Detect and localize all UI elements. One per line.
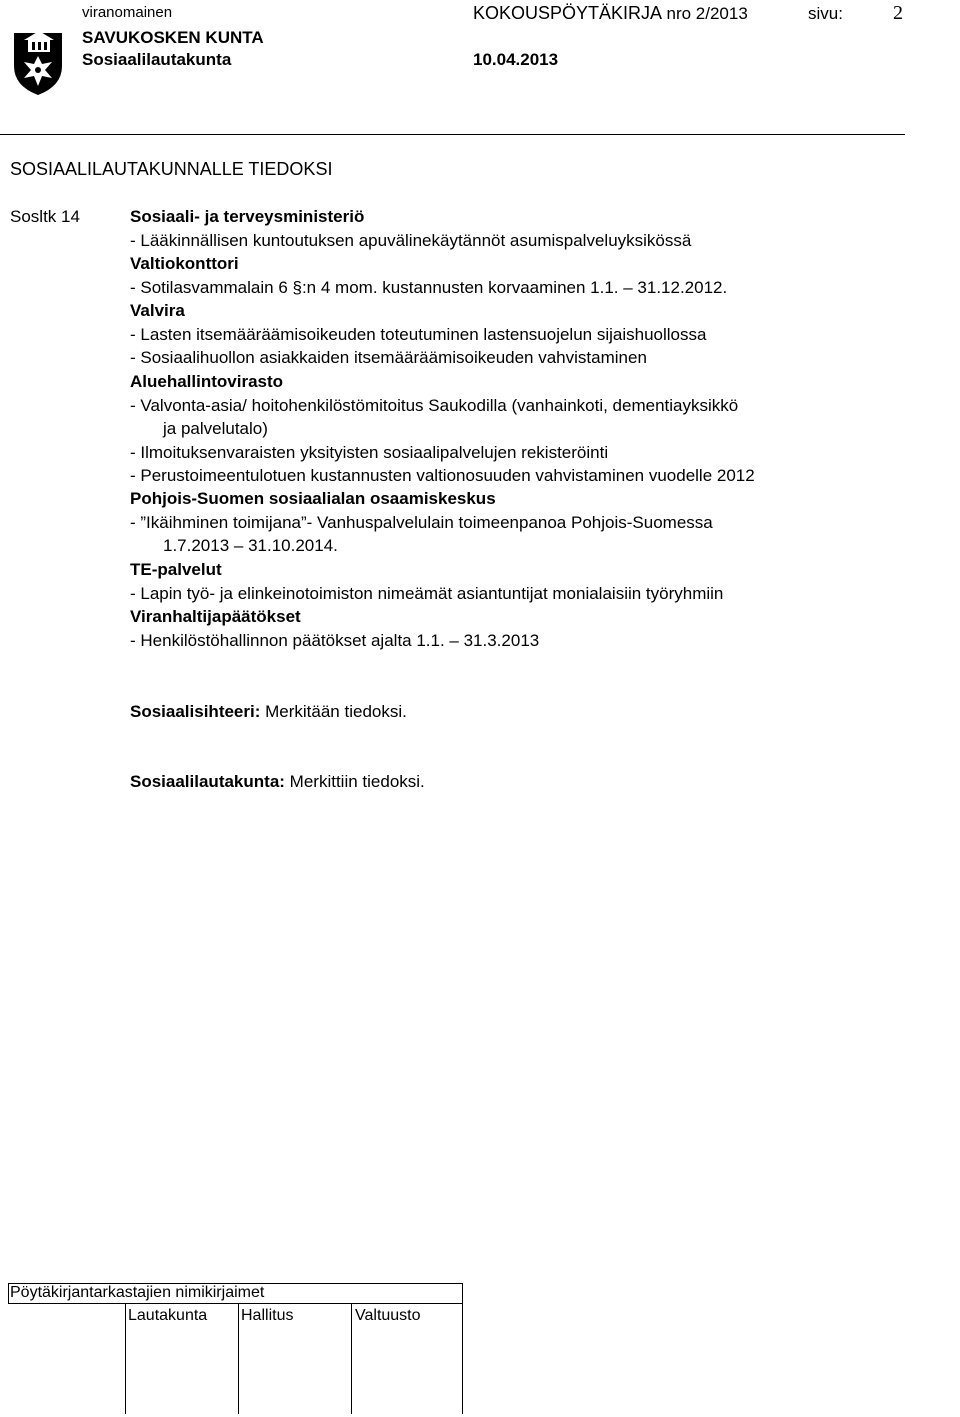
footer-column-divider: [125, 1304, 126, 1414]
body-line: ja palvelutalo): [163, 419, 268, 438]
footer-column-divider: [351, 1304, 352, 1414]
body-line: - Ilmoituksenvaraisten yksityisten sosiaalipalvelujen rekisteröinti: [130, 443, 609, 462]
footer-left-border: [8, 1283, 9, 1304]
body-line: - Perustoimeentulotuen kustannusten valtionosuuden vahvistaminen vuodelle 2012: [130, 466, 755, 485]
body-line: - Lasten itsemääräämisoikeuden toteutuminen lastensuojelun sijaishuollossa: [130, 325, 707, 344]
body-line: Aluehallintovirasto: [130, 372, 284, 391]
header-divider: [0, 134, 905, 135]
section-code: Sosltk 14: [10, 207, 80, 226]
footer-top-border: [8, 1283, 463, 1284]
section-heading: SOSIAALILAUTAKUNNALLE TIEDOKSI: [10, 159, 333, 179]
body-line: TE-palvelut: [130, 560, 222, 579]
body-line: - ”Ikäihminen toimijana”- Vanhuspalvelulain toimeenpanoa Pohjois-Suomessa: [130, 513, 713, 532]
footer-column-lautakunta: Lautakunta: [128, 1307, 208, 1324]
body-line: Sosiaali- ja terveysministeriö: [130, 207, 365, 226]
body-line: - Henkilöstöhallinnon päätökset ajalta 1.1. – 31.3.2013: [130, 631, 540, 650]
decision-text: Merkitään tiedoksi.: [265, 702, 407, 721]
body-line: - Sosiaalihuollon asiakkaiden itsemääräämisoikeuden vahvistaminen: [130, 348, 647, 367]
body-line: Pohjois-Suomen sosiaalialan osaamiskeskus: [130, 489, 496, 508]
footer-column-divider: [462, 1304, 463, 1414]
body-line: 1.7.2013 – 31.10.2014.: [163, 536, 338, 555]
decision-text: Merkittiin tiedoksi.: [289, 772, 425, 791]
body-line: - Sotilasvammalain 6 §:n 4 mom. kustannusten korvaaminen 1.1. – 31.12.2012.: [130, 278, 728, 297]
body-line: Valvira: [130, 301, 185, 320]
decision-result: [130, 772, 425, 792]
meeting-date: 10.04.2013: [473, 50, 559, 69]
decision-proposal: [130, 702, 407, 722]
board-name: Sosiaalilautakunta: [82, 50, 232, 69]
document-number: nro 2/2013: [666, 4, 748, 23]
body-line: - Valvonta-asia/ hoitohenkilöstömitoitus Saukodilla (vanhainkoti, dementiayksikkö: [130, 396, 739, 415]
footer-column-valtuusto: Valtuusto: [355, 1307, 421, 1324]
decision-label: Sosiaalisihteeri:: [130, 702, 261, 721]
savukoski-coat-of-arms-icon: [8, 28, 68, 98]
footer-rule: [8, 1303, 463, 1304]
footer-right-border: [462, 1283, 463, 1304]
page-label: sivu:: [808, 4, 843, 23]
decision-label: Sosiaalilautakunta:: [130, 772, 285, 791]
footer-column-divider: [238, 1304, 239, 1414]
municipality-name: SAVUKOSKEN KUNTA: [82, 28, 264, 47]
body-line: Viranhaltijapäätökset: [130, 607, 301, 626]
footer-column-hallitus: Hallitus: [241, 1307, 294, 1324]
body-line: - Lapin työ- ja elinkeinotoimiston nimeämät asiantuntijat monialaisiin työryhmiin: [130, 584, 724, 603]
body-line: - Lääkinnällisen kuntoutuksen apuvälinekäytännöt asumispalveluyksikössä: [130, 231, 692, 250]
page-number: 2: [893, 2, 903, 24]
footer-title: Pöytäkirjantarkastajien nimikirjaimet: [10, 1284, 265, 1301]
document-status: viranomainen: [82, 4, 173, 21]
document-title-row: [473, 3, 748, 24]
body-line: Valtiokonttori: [130, 254, 239, 273]
document-title: KOKOUSPÖYTÄKIRJA: [473, 3, 663, 23]
